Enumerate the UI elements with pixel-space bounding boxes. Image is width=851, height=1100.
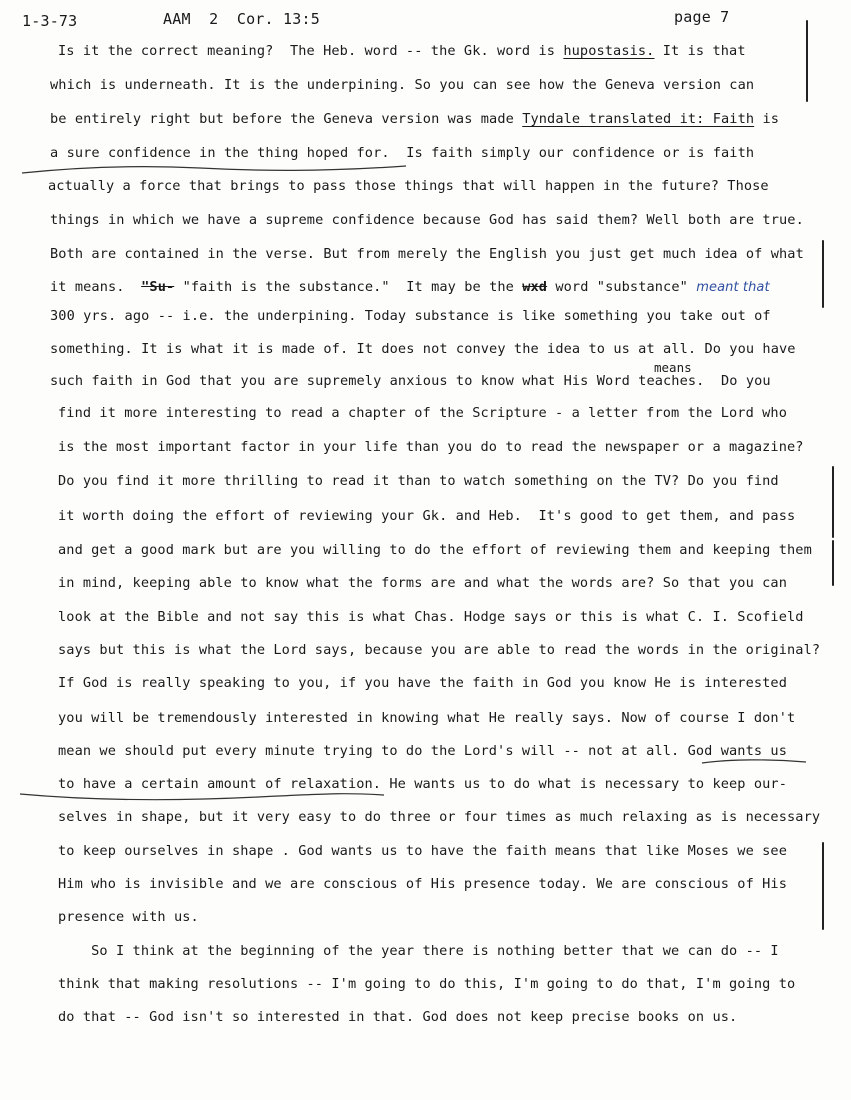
handwritten-insertion-means: means — [654, 360, 692, 375]
text-run: a sure confidence in the thing hoped for. — [50, 145, 390, 161]
text-run: think that making resolutions -- I'm going to do this, I'm going to do that, I'm going to — [58, 976, 796, 992]
margin-mark — [806, 20, 808, 102]
margin-mark — [832, 540, 834, 586]
text-line — [58, 908, 199, 926]
text-run: "faith is the substance." It may be the — [174, 279, 523, 295]
text-run: 300 yrs. ago -- i.e. the underpining. Today substance is like something you take out of — [50, 308, 771, 324]
text-run: So I think at the beginning of the year there is nothing better that we can do -- I — [58, 943, 779, 959]
text-run: find it more interesting to read a chapter of the Scripture - a letter from the Lord who — [58, 405, 788, 421]
text-line — [58, 709, 795, 727]
text-line — [50, 340, 796, 358]
text-run: Do you find it more thrilling to read it than to watch something on the TV? Do you find — [58, 473, 779, 489]
date-header: 1-3-73 — [22, 12, 78, 30]
text-line — [50, 76, 754, 94]
text-line — [58, 975, 795, 993]
text-line — [58, 942, 779, 960]
text-run: which is underneath. It is the underpining. So you can see how the Geneva version can — [50, 77, 755, 93]
text-run: It is that — [654, 43, 746, 59]
text-run: it worth doing the effort of reviewing your Gk. and Heb. It's good to get them, and pass — [58, 508, 796, 524]
text-run: look at the Bible and not say this is what Chas. Hodge says or this is what C. I. Scofield — [58, 609, 804, 625]
text-run: and get a good mark but are you willing to do the effort of reviewing them and keeping them — [58, 542, 812, 558]
text-run: If God is really speaking to you, if you have the faith in God you know He is interested — [58, 675, 788, 691]
text-run: selves in shape, but it very easy to do three or four times as much relaxing as is necessary — [58, 809, 821, 825]
text-run: to have a certain amount of relaxation. He wants us to do what is necessary to keep our- — [58, 776, 788, 792]
text-run: says but this is what the Lord says, because you are able to read the words in the original? — [58, 642, 821, 658]
text-line — [58, 404, 787, 422]
text-line — [50, 307, 771, 325]
text-line — [58, 507, 795, 525]
text-run: do that -- God isn't so interested in that. God does not keep precise books on us. — [58, 1009, 738, 1025]
text-line — [58, 875, 787, 893]
text-line — [58, 1008, 737, 1026]
wavy-underline — [700, 757, 810, 769]
text-run: Both are contained in the verse. But from merely the English you just get much idea of what — [50, 246, 804, 262]
text-run: something. It is what it is made of. It does not convey the idea to us at all. Do you have — [50, 341, 796, 357]
text-line — [58, 438, 804, 456]
text-run: word "substance" — [547, 279, 697, 295]
text-line — [58, 541, 812, 559]
text-run: Him who is invisible and we are conscious of His presence today. We are conscious of His — [58, 876, 788, 892]
text-line — [58, 742, 787, 760]
text-run: it means. — [50, 279, 142, 295]
handwritten-text: meant that — [696, 280, 770, 295]
margin-mark — [832, 466, 834, 538]
text-line — [58, 608, 804, 626]
text-run: Is faith simply our confidence or is faith — [389, 145, 755, 161]
text-run: presence with us. — [58, 909, 199, 925]
wavy-underline — [18, 789, 388, 805]
text-line — [50, 110, 779, 128]
text-run: mean we should put every minute trying to do the Lord's will -- not at all. God wants us — [58, 743, 788, 759]
underlined-text: Tyndale translated it: Faith — [522, 111, 755, 127]
text-line — [50, 245, 804, 263]
text-line — [58, 674, 787, 692]
text-line — [48, 177, 769, 195]
text-line — [58, 42, 746, 60]
text-run: things in which we have a supreme confidence because God has said them? Well both are true. — [50, 212, 804, 228]
text-line — [58, 641, 820, 659]
text-line — [58, 574, 787, 592]
text-line — [58, 808, 820, 826]
text-line — [50, 211, 804, 229]
struck-text: "Su- — [141, 279, 175, 295]
wavy-underline — [20, 163, 410, 179]
text-run: actually a force that brings to pass those things that will happen in the future? Those — [48, 178, 769, 194]
text-run: you will be tremendously interested in knowing what He really says. Now of course I don't — [58, 710, 796, 726]
text-line — [58, 472, 779, 490]
struck-text: wxd — [522, 279, 548, 295]
margin-mark — [822, 240, 824, 308]
underlined-text: hupostasis. — [563, 43, 655, 59]
text-run: is the most important factor in your life than you do to read the newspaper or a magazine? — [58, 439, 804, 455]
text-run: to keep ourselves in shape . God wants us to have the faith means that like Moses we see — [58, 843, 788, 859]
margin-mark — [822, 842, 824, 930]
text-line — [50, 144, 754, 162]
text-run: in mind, keeping able to know what the forms are and what the words are? So that you can — [58, 575, 788, 591]
page-number: page 7 — [674, 8, 730, 26]
text-run: such faith in God that you are supremely anxious to know what His Word teaches. Do you — [50, 373, 771, 389]
text-line — [50, 372, 771, 390]
text-run: Is it the correct meaning? The Heb. word -- the Gk. word is — [58, 43, 564, 59]
text-run: is — [754, 111, 780, 127]
sermon-reference: AAM 2 Cor. 13:5 — [163, 10, 320, 28]
text-run: be entirely right but before the Geneva version was made — [50, 111, 523, 127]
text-line — [58, 842, 787, 860]
text-line — [50, 278, 770, 297]
